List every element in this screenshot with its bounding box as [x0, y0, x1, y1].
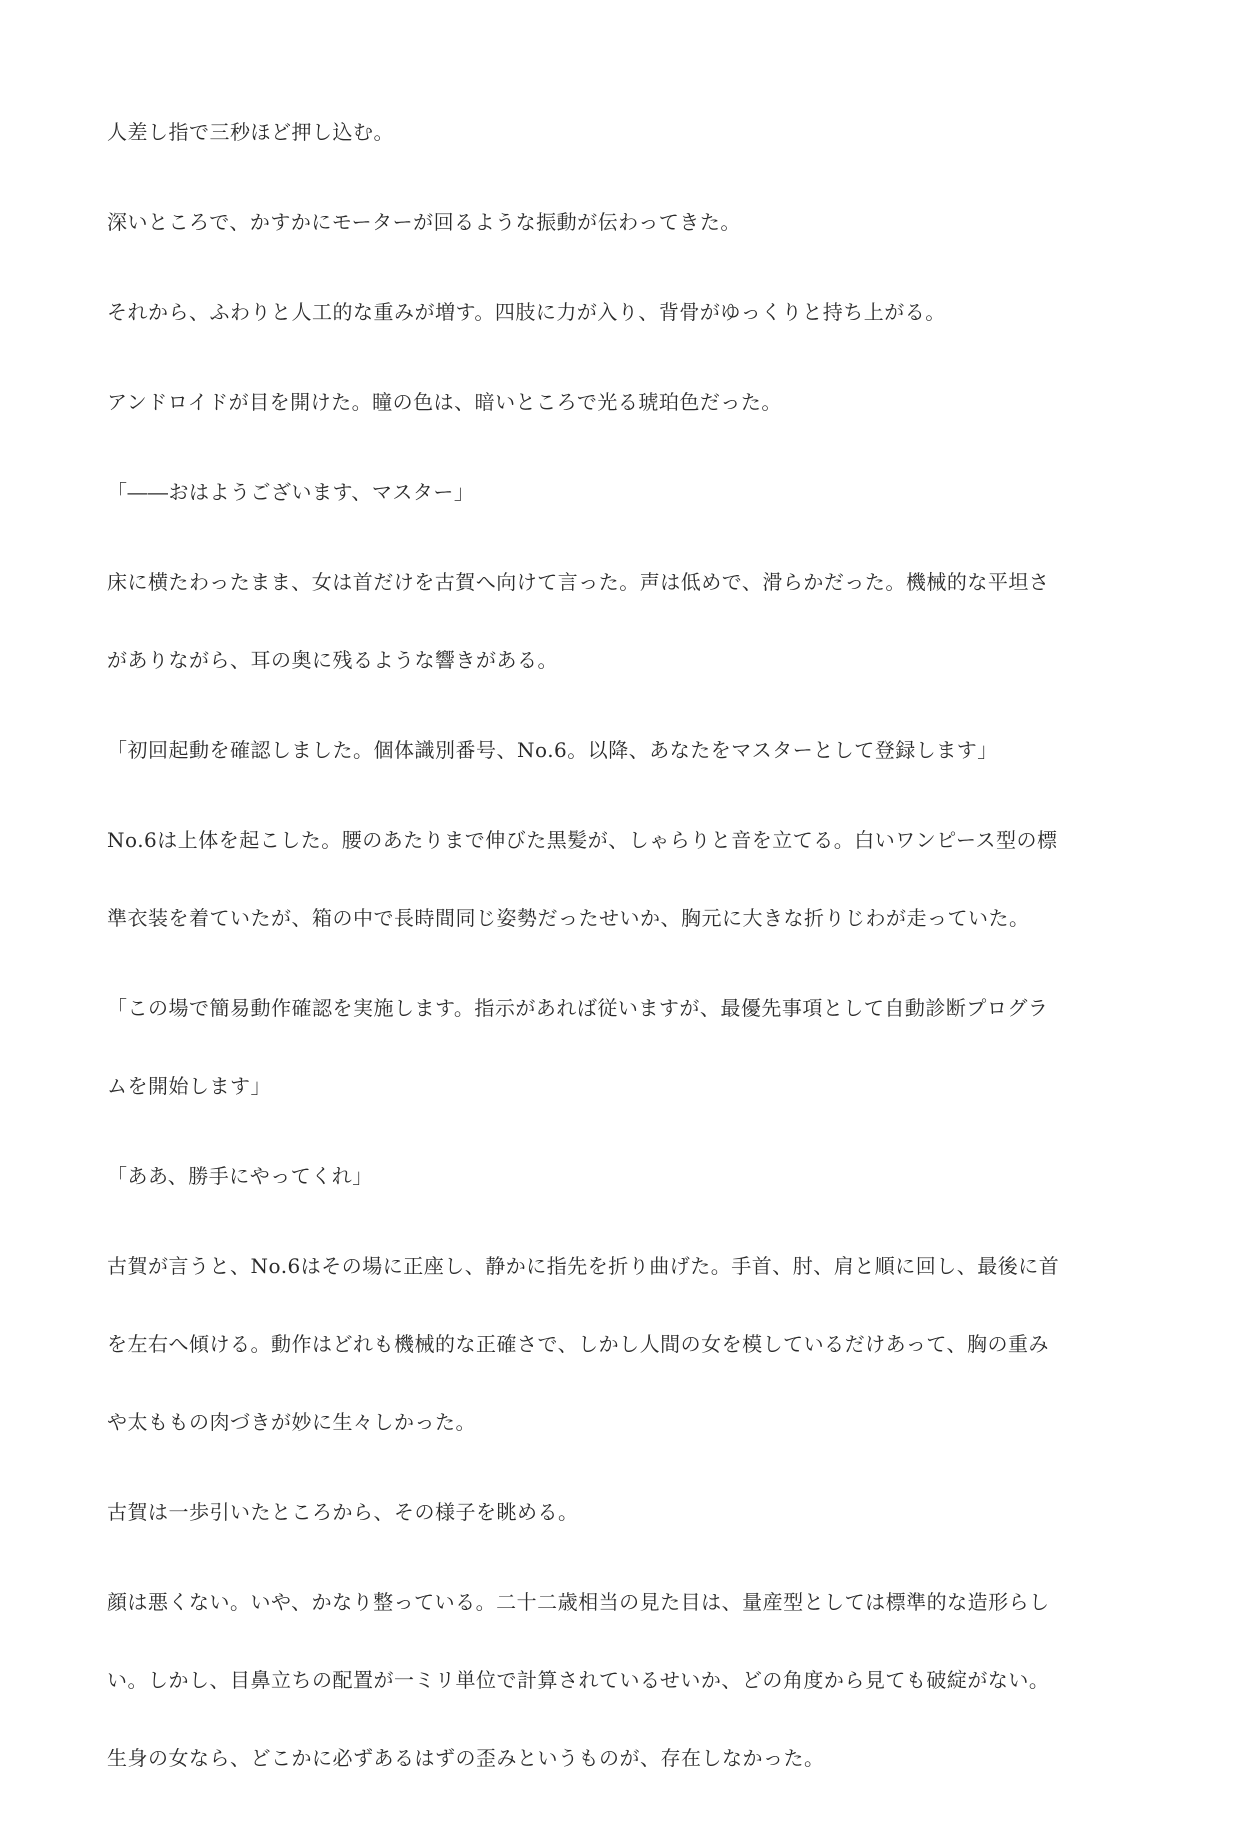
paragraph: [107, 380, 1137, 425]
paragraph: [107, 200, 1137, 245]
text-line: を左右へ傾ける。動作はどれも機械的な正確さで、しかし人間の女を模しているだけあって、胸の重み: [107, 1332, 1049, 1356]
novel-text-body: [107, 110, 1137, 1826]
text-line: 「ああ、勝手にやってくれ」: [107, 1164, 373, 1188]
text-line: 「この場で簡易動作確認を実施します。指示があれば従いますが、最優先事項として自動診断プログラ: [107, 996, 1049, 1020]
text-line: 人差し指で三秒ほど押し込む。: [107, 120, 394, 144]
text-line: や太ももの肉づきが妙に生々しかった。: [107, 1410, 476, 1434]
text-line: がありながら、耳の奥に残るような響きがある。: [107, 648, 558, 672]
paragraph: [107, 110, 1137, 155]
text-line: 深いところで、かすかにモーターが回るような振動が伝わってきた。: [107, 210, 741, 234]
paragraph: [107, 560, 1137, 683]
text-line: ムを開始します」: [107, 1074, 271, 1098]
text-line: 顔は悪くない。いや、かなり整っている。二十二歳相当の見た目は、量産型としては標準的な造形らし: [107, 1590, 1050, 1614]
text-line: 「初回起動を確認しました。個体識別番号、No.6。以降、あなたをマスターとして登録します」: [107, 738, 998, 762]
text-line: それから、ふわりと人工的な重みが増す。四肢に力が入り、背骨がゆっくりと持ち上がる。: [107, 300, 946, 324]
text-line: 古賀は一歩引いたところから、その様子を眺める。: [107, 1500, 579, 1524]
dialogue-paragraph: [107, 986, 1137, 1109]
text-line: No.6は上体を起こした。腰のあたりまで伸びた黒髪が、しゃらりと音を立てる。白いワンピース型の標: [107, 828, 1058, 852]
text-line: 「――おはようございます、マスター」: [107, 480, 475, 504]
text-line: アンドロイドが目を開けた。瞳の色は、暗いところで光る琥珀色だった。: [107, 390, 782, 414]
text-line: 生身の女なら、どこかに必ずあるはずの歪みというものが、存在しなかった。: [107, 1746, 825, 1770]
paragraph: [107, 1244, 1137, 1445]
paragraph: [107, 1490, 1137, 1535]
paragraph: [107, 1580, 1137, 1781]
dialogue-paragraph: [107, 1154, 1137, 1199]
text-line: 床に横たわったまま、女は首だけを古賀へ向けて言った。声は低めで、滑らかだった。機械的な平坦さ: [107, 570, 1050, 594]
text-line: 準衣装を着ていたが、箱の中で長時間同じ姿勢だったせいか、胸元に大きな折りじわが走っていた。: [107, 906, 1030, 930]
dialogue-paragraph: [107, 470, 1137, 515]
paragraph: [107, 818, 1137, 941]
paragraph: [107, 290, 1137, 335]
dialogue-paragraph: [107, 728, 1137, 773]
text-line: い。しかし、目鼻立ちの配置が一ミリ単位で計算されているせいか、どの角度から見ても破綻がない。: [107, 1668, 1050, 1692]
text-line: 古賀が言うと、No.6はその場に正座し、静かに指先を折り曲げた。手首、肘、肩と順に回し、最後に首: [107, 1254, 1060, 1278]
